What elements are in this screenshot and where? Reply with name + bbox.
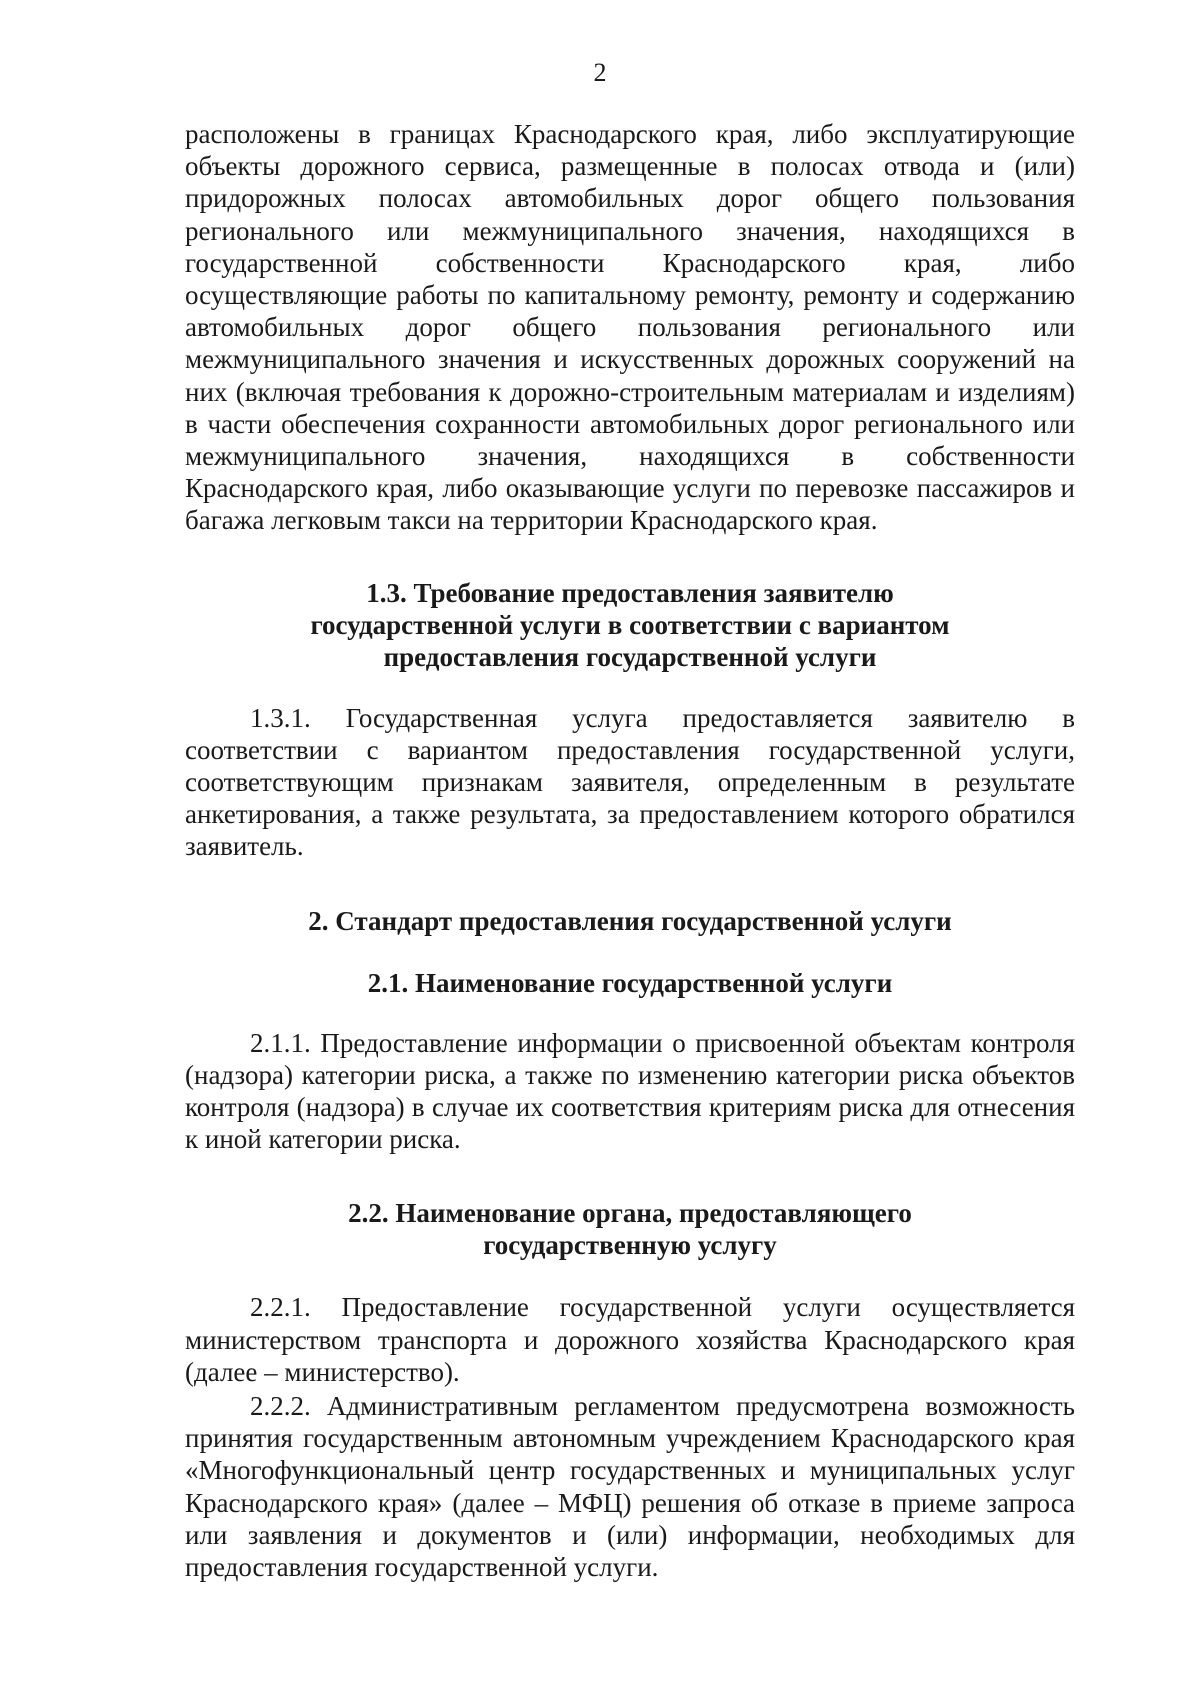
- paragraph-2-2-2: 2.2.2. Административным регламентом предусмотрена возможность принятия государственным автономным учреждением Краснодарского края «Многофункциональный центр государственных и муниципальных услуг Краснодарского края» (далее – МФЦ) решения об отказе в приеме запроса или заявления и документов и (или) информации, необходимых для предоставления государственной услуги.: [185, 1391, 1075, 1583]
- paragraph-2-1-1: 2.1.1. Предоставление информации о присвоенной объектам контроля (надзора) категории риска, а также по изменению категории риска объектов контроля (надзора) в случае их соответствия критериям риска для отнесения к иной категории риска.: [185, 1027, 1075, 1155]
- section-2-2-heading: [185, 1197, 1075, 1261]
- paragraph-1-3-1: 1.3.1. Государственная услуга предоставляется заявителю в соответствии с вариантом предоставления государственной услуги, соответствующим признакам заявителя, определенным в результате анкетирования, а также результата, за предоставлением которого обратился заявитель.: [185, 702, 1075, 862]
- section-1-3-heading-line: 1.3. Требование предоставления заявителю: [366, 577, 894, 608]
- section-2-heading: 2. Стандарт предоставления государственной услуги: [308, 905, 952, 936]
- document-body: [185, 118, 1075, 1583]
- section-1-3-heading: [185, 577, 1075, 673]
- page-number: 2: [593, 58, 607, 87]
- section-2-1-heading: 2.1. Наименование государственной услуги: [367, 967, 893, 998]
- section-1-3-heading-line: государственной услуги в соответствии с вариантом: [310, 609, 950, 640]
- section-2-2-heading-line: 2.2. Наименование органа, предоставляющего: [348, 1198, 912, 1229]
- section-1-3-heading-line: предоставления государственной услуги: [383, 641, 877, 672]
- intro-paragraph: расположены в границах Краснодарского края, либо эксплуатирующие объекты дорожного сервиса, размещенные в полосах отвода и (или) придорожных полосах автомобильных дорог общего пользования регионального или межмуниципального значения, находящихся в государственной собственности Краснодарского края, либо осуществляющие работы по капитальному ремонту, ремонту и содержанию автомобильных дорог общего пользования регионального или межмуниципального значения и искусственных дорожных сооружений на них (включая требования к дорожно-строительным материалам и изделиям) в части обеспечения сохранности автомобильных дорог регионального или межмуниципального значения, находящихся в собственности Краснодарского края, либо оказывающие услуги по перевозке пассажиров и багажа легковым такси на территории Краснодарского края.: [185, 119, 1075, 536]
- paragraph-2-2-1: 2.2.1. Предоставление государственной услуги осуществляется министерством транспорта и дорожного хозяйства Краснодарского края (далее – министерство).: [185, 1292, 1075, 1387]
- section-2-2-heading-line: государственную услугу: [483, 1230, 777, 1261]
